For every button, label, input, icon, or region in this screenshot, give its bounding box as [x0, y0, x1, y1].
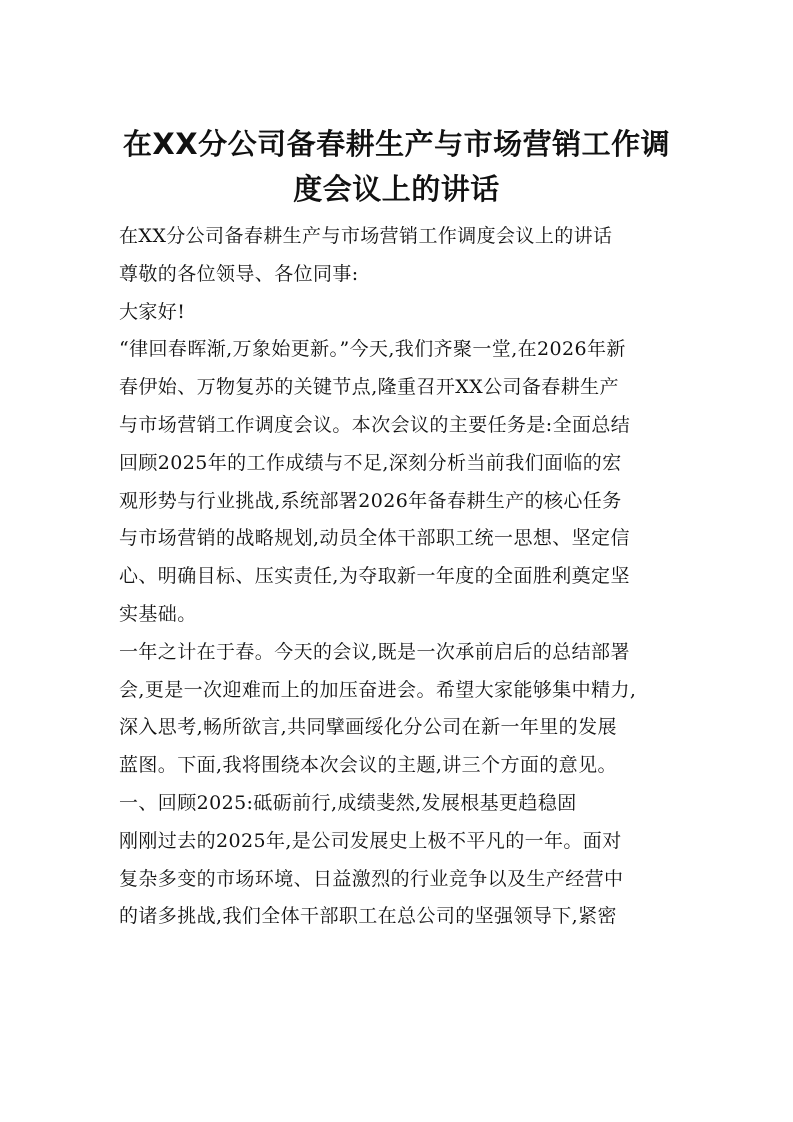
- body-line: 在XX分公司备春耕生产与市场营销工作调度会议上的讲话: [119, 225, 613, 247]
- body-line: 的诸多挑战,我们全体干部职工在总公司的坚强领导下,紧密: [119, 905, 617, 928]
- title-line-2: 度会议上的讲话: [293, 172, 500, 206]
- body-line: 刚刚过去的2025年,是公司发展史上极不平凡的一年。面对: [119, 829, 622, 852]
- body-line: 尊敬的各位领导、各位同事:: [119, 262, 359, 285]
- body-line: 观形势与行业挑战,系统部署2026年备春耕生产的核心任务: [119, 489, 622, 512]
- body-line: “律回春晖渐,万象始更新。”今天,我们齐聚一堂,在2026年新: [119, 338, 626, 361]
- body-line: 深入思考,畅所欲言,共同擘画绥化分公司在新一年里的发展: [119, 716, 617, 739]
- body-line: 与市场营销的战略规划,动员全体干部职工统一思想、坚定信: [119, 527, 630, 550]
- body-line: 心、明确目标、压实责任,为夺取新一年度的全面胜利奠定坚: [119, 565, 630, 588]
- body-line: 大家好!: [119, 300, 186, 323]
- body-line: 实基础。: [119, 602, 197, 625]
- body-line: 春伊始、万物复苏的关键节点,隆重召开XX公司备春耕生产: [119, 376, 619, 399]
- document-body: [119, 218, 679, 936]
- title-line-1: 在XX分公司备春耕生产与市场营销工作调: [122, 127, 671, 161]
- body-line: 回顾2025年的工作成绩与不足,深刻分析当前我们面临的宏: [119, 451, 622, 474]
- body-line: 一年之计在于春。今天的会议,既是一次承前启后的总结部署: [119, 640, 630, 663]
- body-line: 蓝图。下面,我将围绕本次会议的主题,讲三个方面的意见。: [119, 754, 617, 777]
- body-line: 与市场营销工作调度会议。本次会议的主要任务是:全面总结: [119, 413, 631, 436]
- body-line: 复杂多变的市场环境、日益激烈的行业竞争以及生产经营中: [119, 867, 624, 890]
- document-title: [100, 122, 693, 212]
- body-line: 会,更是一次迎难而上的加压奋进会。希望大家能够集中精力,: [119, 678, 637, 701]
- section-heading: 一、回顾2025:砥砺前行,成绩斐然,发展根基更趋稳固: [119, 791, 577, 814]
